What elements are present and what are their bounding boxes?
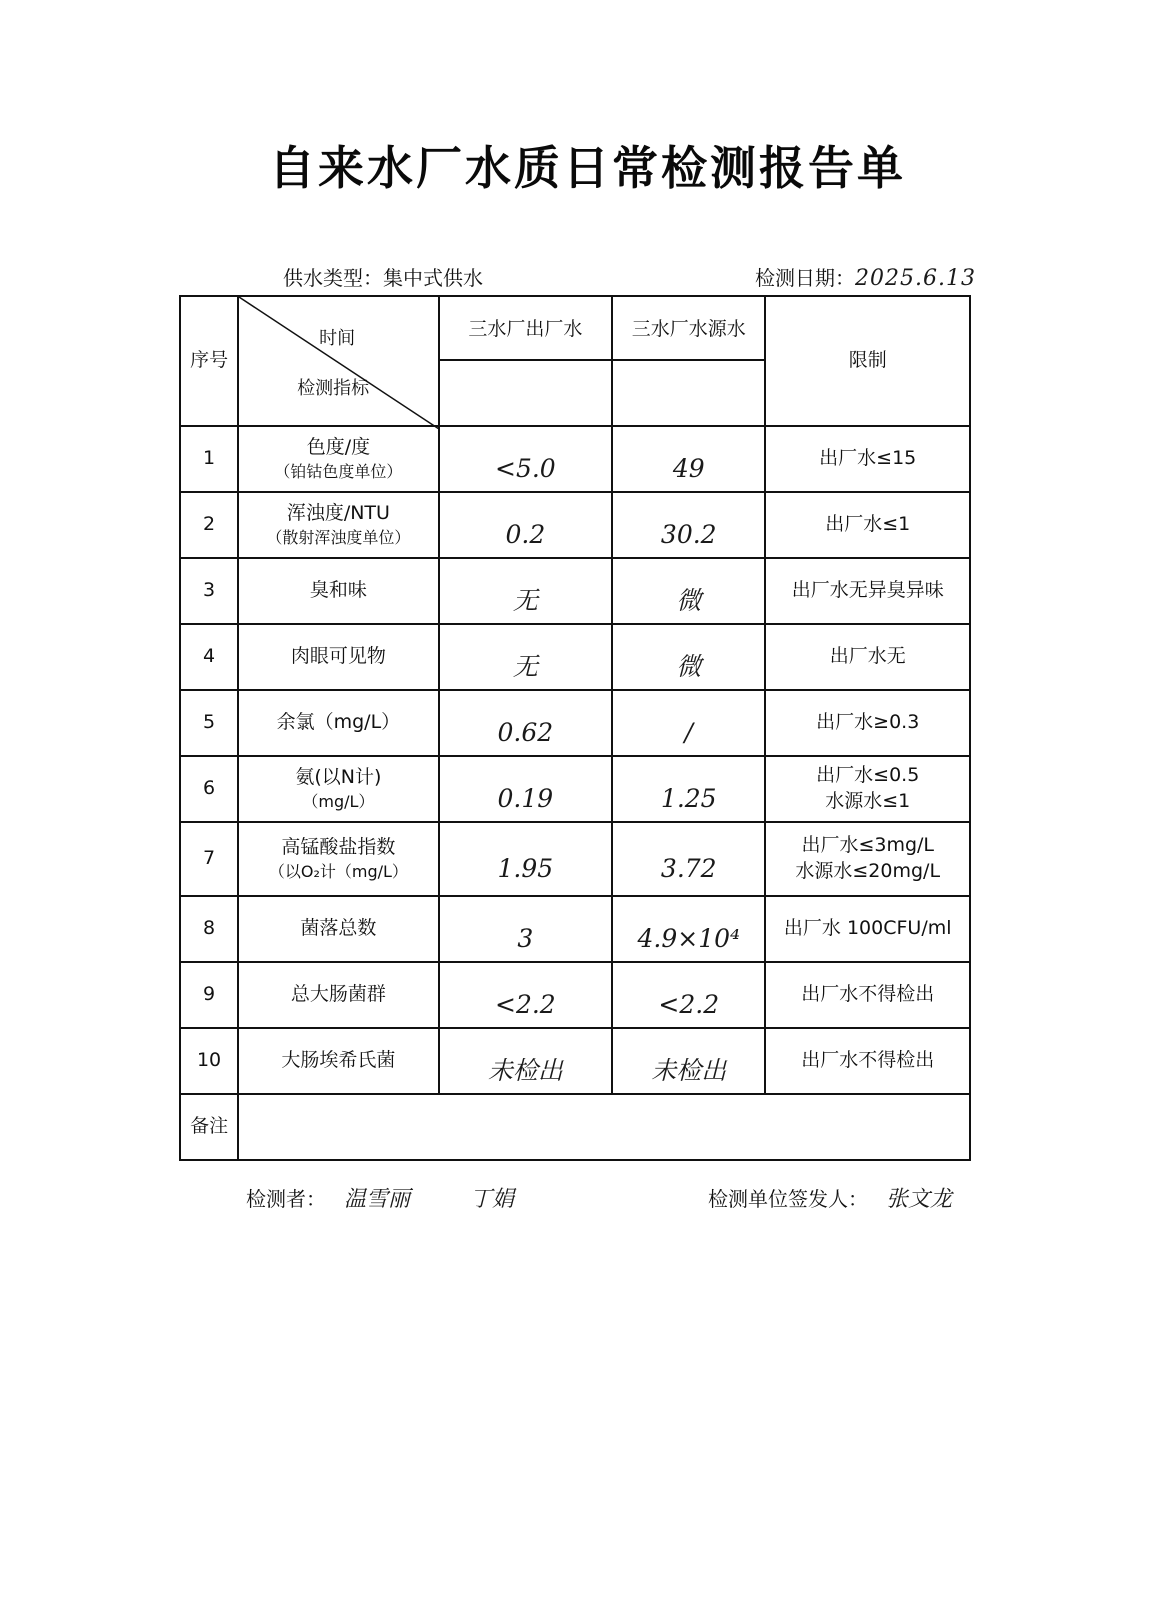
row-value-a: 无: [439, 558, 612, 624]
table-row: [180, 962, 970, 1028]
row-indicator: 余氯（mg/L）: [238, 690, 439, 756]
row-indicator: 总大肠菌群: [238, 962, 439, 1028]
row-seq: 9: [180, 962, 238, 1028]
table-row: [180, 1028, 970, 1094]
header-limit: 限制: [765, 296, 970, 426]
row-limit: 出厂水 100CFU/ml: [765, 896, 970, 962]
row-value-b: 4.9×10⁴: [612, 896, 765, 962]
row-value-b: 30.2: [612, 492, 765, 558]
row-seq: 3: [180, 558, 238, 624]
row-indicator: 臭和味: [238, 558, 439, 624]
tester-signature-2: 丁娟: [470, 1187, 515, 1212]
row-limit: 出厂水≥0.3: [765, 690, 970, 756]
table-row: [180, 558, 970, 624]
row-indicator: 氨(以N计) （mg/L）: [238, 756, 439, 822]
supply-type: [283, 262, 483, 291]
header-diagonal-cell: [238, 296, 439, 426]
table-row: [180, 756, 970, 822]
issuer-signature-block: [708, 1182, 952, 1213]
row-value-a: <5.0: [439, 426, 612, 492]
row-indicator: 菌落总数: [238, 896, 439, 962]
row-value-b: 微: [612, 624, 765, 690]
table-row: [180, 624, 970, 690]
note-value: [238, 1094, 970, 1160]
row-seq: 2: [180, 492, 238, 558]
test-date-value: 2025.6.13: [855, 266, 976, 291]
header-row: [180, 296, 970, 360]
report-title: 自来水厂水质日常检测报告单: [269, 141, 906, 195]
row-limit: 出厂水不得检出: [765, 962, 970, 1028]
row-seq: 4: [180, 624, 238, 690]
table-row: [180, 690, 970, 756]
header-col-b: 三水厂水源水: [612, 296, 765, 360]
row-value-a: 1.95: [439, 822, 612, 896]
table-row: [180, 492, 970, 558]
test-date: [755, 262, 976, 291]
report-table: [179, 295, 971, 1161]
header-seq: 序号: [180, 296, 238, 426]
note-label: 备注: [180, 1094, 238, 1160]
tester-signatures: [246, 1182, 514, 1213]
issuer-label: 检测单位签发人：: [708, 1187, 868, 1211]
note-row: [180, 1094, 970, 1160]
row-value-b: 3.72: [612, 822, 765, 896]
row-value-a: 未检出: [439, 1028, 612, 1094]
tester-signature-1: 温雪丽: [344, 1187, 411, 1212]
row-value-b: 未检出: [612, 1028, 765, 1094]
table-row: [180, 822, 970, 896]
row-limit: 出厂水≤3mg/L 水源水≤20mg/L: [765, 822, 970, 896]
diagonal-line: [239, 297, 439, 429]
row-value-b: 1.25: [612, 756, 765, 822]
row-seq: 8: [180, 896, 238, 962]
row-value-a: 无: [439, 624, 612, 690]
supply-type-value: 集中式供水: [383, 266, 483, 290]
row-limit: 出厂水≤1: [765, 492, 970, 558]
header-col-b-blank: [612, 360, 765, 426]
row-value-a: 3: [439, 896, 612, 962]
header-col-a: 三水厂出厂水: [439, 296, 612, 360]
row-limit: 出厂水≤15: [765, 426, 970, 492]
row-seq: 6: [180, 756, 238, 822]
header-indicator: 检测指标: [297, 378, 370, 399]
row-indicator: 高锰酸盐指数 （以O₂计（mg/L）: [238, 822, 439, 896]
row-value-b: 微: [612, 558, 765, 624]
row-seq: 5: [180, 690, 238, 756]
row-value-a: 0.2: [439, 492, 612, 558]
row-indicator: 肉眼可见物: [238, 624, 439, 690]
row-value-a: <2.2: [439, 962, 612, 1028]
row-limit: 出厂水无异臭异味: [765, 558, 970, 624]
row-value-b: <2.2: [612, 962, 765, 1028]
test-date-label: 检测日期：: [755, 266, 855, 290]
row-indicator: 大肠埃希氏菌: [238, 1028, 439, 1094]
row-limit: 出厂水≤0.5 水源水≤1: [765, 756, 970, 822]
header-time: 时间: [319, 328, 356, 349]
row-indicator: 色度/度 （铂钴色度单位）: [238, 426, 439, 492]
supply-type-label: 供水类型：: [283, 266, 383, 290]
row-seq: 1: [180, 426, 238, 492]
row-value-a: 0.62: [439, 690, 612, 756]
row-limit: 出厂水不得检出: [765, 1028, 970, 1094]
row-seq: 10: [180, 1028, 238, 1094]
row-value-b: 49: [612, 426, 765, 492]
table-row: [180, 896, 970, 962]
row-indicator: 浑浊度/NTU （散射浑浊度单位）: [238, 492, 439, 558]
row-limit: 出厂水无: [765, 624, 970, 690]
issuer-signature: 张文龙: [886, 1187, 953, 1212]
header-col-a-blank: [439, 360, 612, 426]
row-value-b: /: [612, 690, 765, 756]
row-seq: 7: [180, 822, 238, 896]
tester-label: 检测者：: [246, 1187, 326, 1211]
table-row: [180, 426, 970, 492]
row-value-a: 0.19: [439, 756, 612, 822]
